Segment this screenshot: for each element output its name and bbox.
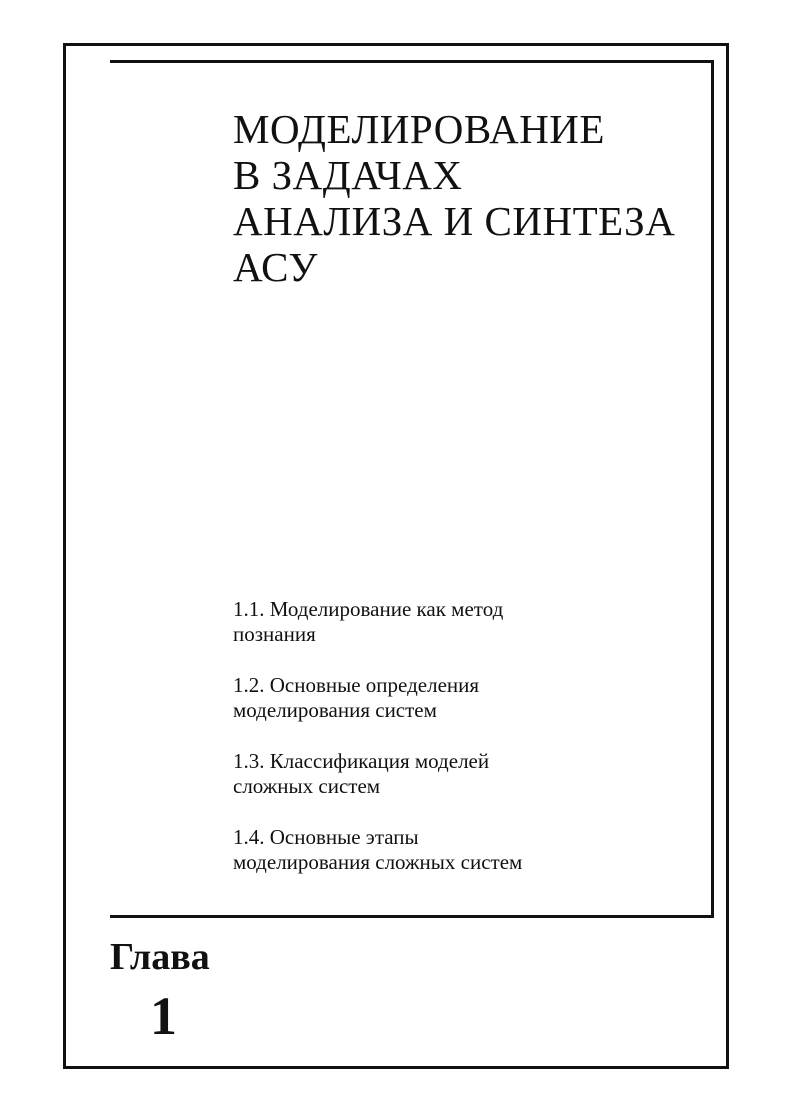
chapter-title-line: В ЗАДАЧАХ: [233, 152, 463, 198]
table-of-contents: [233, 597, 673, 901]
chapter-label: Глава: [110, 936, 210, 978]
toc-item: 1.3. Классификация моделей сложных систем: [233, 749, 490, 798]
chapter-title: [233, 106, 703, 290]
chapter-title-line: МОДЕЛИРОВАНИЕ: [233, 106, 605, 152]
chapter-number: 1: [150, 986, 177, 1046]
toc-item: 1.1. Моделирование как метод познания: [233, 597, 504, 646]
toc-item: 1.2. Основные определения моделирования систем: [233, 673, 480, 722]
chapter-title-line: АСУ: [233, 244, 318, 290]
chapter-title-line: АНАЛИЗА И СИНТЕЗА: [233, 198, 676, 244]
toc-item: 1.4. Основные этапы моделирования сложных систем: [233, 825, 523, 874]
